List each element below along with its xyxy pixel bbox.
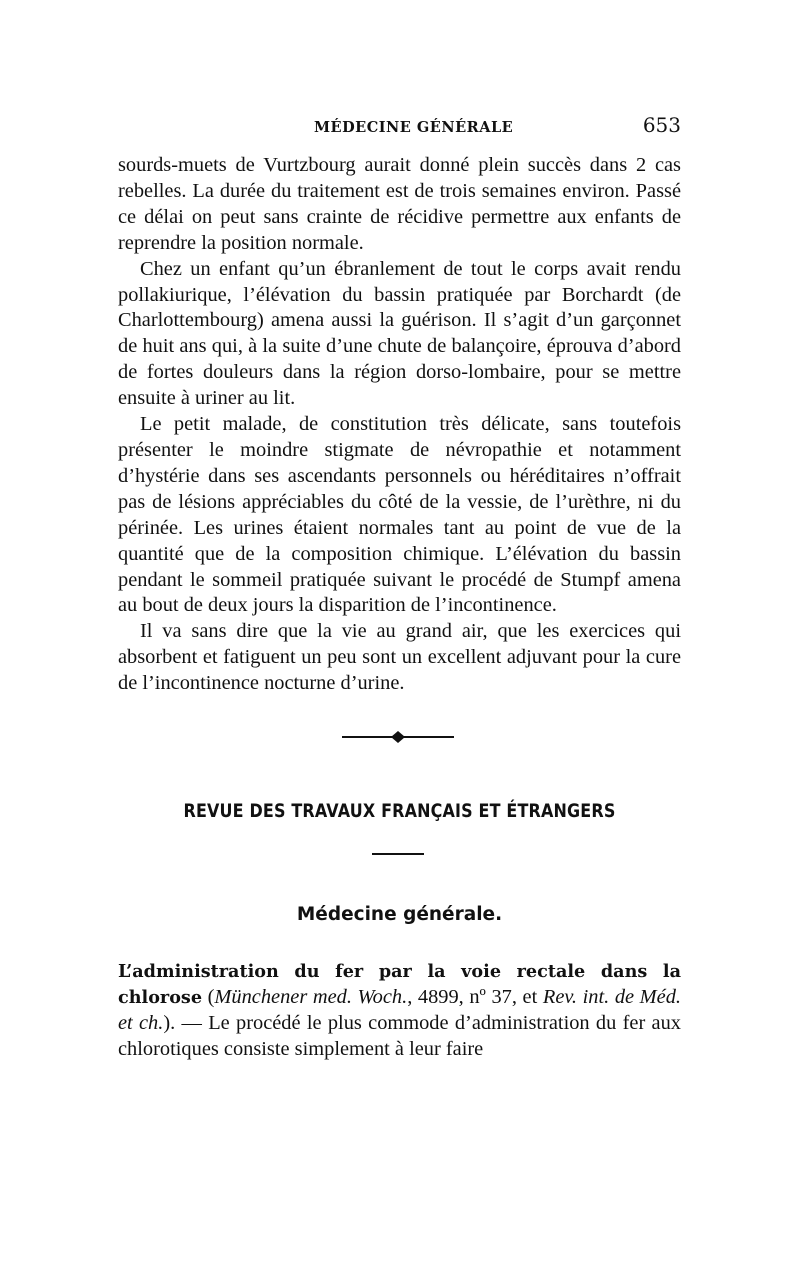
paragraph: Chez un enfant qu’un ébranlement de tout le corps avait rendu pollakiurique, l’élévation du bassin pratiquée par Borchardt (de Charlottembourg) amena aussi la guérison. Il s’agit d’un garçonnet de huit ans qui, à la suite d’une chute de balançoire, éprouva d’abord de fortes douleurs dans la région dorso-lombaire, pour se mettre ensuite à uriner au lit. [118, 257, 681, 410]
article-paragraph [118, 959, 681, 1063]
paragraph: Le petit malade, de constitution très délicate, sans toutefois présenter le moindre stigmate de névropathie et notamment d’hystérie dans ses ascendants personnels ou héréditaires n’offrait pas de lésions appréciables du côté de la vessie, de l’urèthre, ni du périnée. Les urines étaient normales tant au point de vue de la quantité que de la composition chimique. L’élévation du bassin pendant le sommeil pratiquée suivant le procédé de Stumpf amena au bout de deux jours la disparition de l’incontinence. [118, 413, 681, 617]
article-body: ). — Le procédé le plus commode d’administration du fer aux chlorotiques consiste simplement à leur faire [118, 1011, 681, 1060]
journal-name: Münchener med. Woch. [214, 985, 408, 1008]
article-text [118, 959, 681, 1063]
diamond-rule-ornament [342, 730, 454, 744]
article-open-paren: ( [202, 985, 215, 1008]
subsection-title: Médecine générale. [296, 904, 503, 925]
body-text [118, 153, 681, 697]
paragraph-continued: sourds-muets de Vurtzbourg aurait donné plein succès dans 2 cas rebelles. La durée du traitement est de trois semaines environ. Passé ce délai on peut sans crainte de récidive permettre aux enfants de reprendre la position normale. [118, 154, 681, 254]
page-number: 653 [642, 113, 681, 137]
journal-name-2: Rev. int. de Méd. et ch. [118, 985, 681, 1034]
article-title: L’administration du fer par la voie rectale dans la chlorose [118, 961, 681, 1008]
section-title: REVUE DES TRAVAUX FRANÇAIS ET ÉTRANGERS [183, 800, 616, 822]
article-reference: , 4899, nº 37, et [407, 985, 543, 1008]
paragraph: Il va sans dire que la vie au grand air, que les exercices qui absorbent et fatiguent un peu sont un excellent adjuvant pour la cure de l’incontinence nocturne d’urine. [118, 620, 681, 695]
section-rule [372, 853, 424, 855]
running-title: MÉDECINE GÉNÉRALE [314, 119, 514, 136]
page-header [118, 113, 681, 143]
